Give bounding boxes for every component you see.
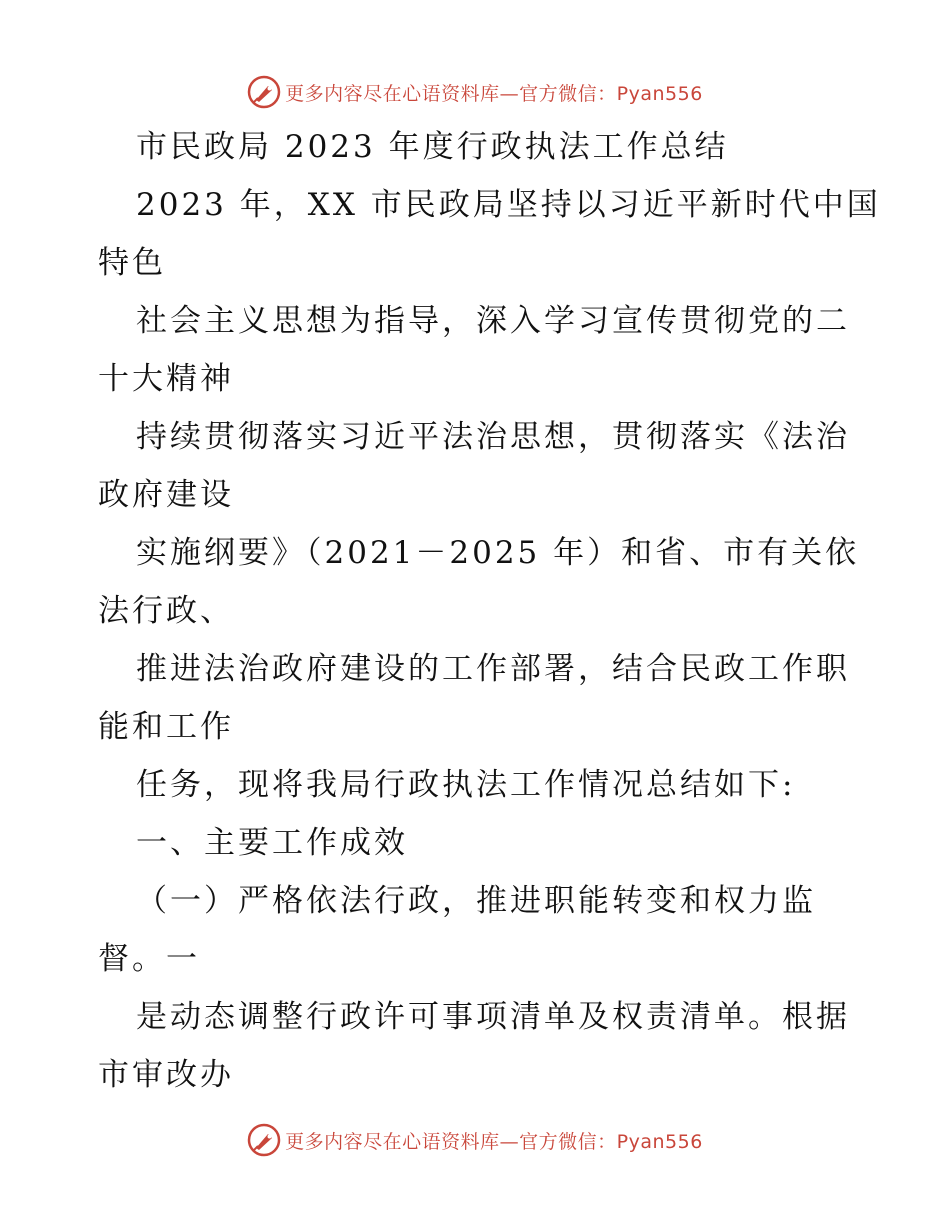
document-body <box>98 118 881 1104</box>
paragraph-line: 任务，现将我局行政执法工作情况总结如下: <box>136 767 796 803</box>
paragraph-line: 法行政、 <box>98 593 234 629</box>
document-title: 市民政局 2023 年度行政执法工作总结 <box>136 129 729 165</box>
paragraph-line: 2023 年，XX 市民政局坚持以习近平新时代中国 <box>136 187 881 223</box>
footer-banner <box>0 1118 950 1162</box>
banner-title: 更多内容尽在心语资料库 <box>285 82 500 105</box>
paragraph-line: 持续贯彻落实习近平法治思想，贯彻落实《法治 <box>136 419 850 455</box>
paragraph-line: 是动态调整行政许可事项清单及权责清单。根据 <box>136 999 850 1035</box>
banner-wechat: 官方微信：Pyan556 <box>519 1130 703 1153</box>
banner-wechat: 官方微信：Pyan556 <box>519 82 703 105</box>
paragraph-line: 政府建设 <box>98 477 234 513</box>
banner-separator: — <box>499 1130 520 1153</box>
paragraph-line: 十大精神 <box>98 361 234 397</box>
paragraph-line: 督。一 <box>98 941 200 977</box>
banner-separator: — <box>499 82 520 105</box>
banner-title: 更多内容尽在心语资料库 <box>285 1130 500 1153</box>
paragraph-line: 实施纲要》（2021－2025 年）和省、市有关依 <box>136 535 860 571</box>
paragraph-line: 能和工作 <box>98 709 234 745</box>
paragraph-line: 推进法治政府建设的工作部署，结合民政工作职 <box>136 651 850 687</box>
paragraph-line: 特色 <box>98 245 166 281</box>
header-banner <box>0 70 950 114</box>
section-heading: 一、主要工作成效 <box>136 825 408 861</box>
pen-nib-icon <box>247 75 281 109</box>
paragraph-line: 市审改办 <box>98 1057 234 1093</box>
paragraph-line: 社会主义思想为指导，深入学习宣传贯彻党的二 <box>136 303 850 339</box>
pen-nib-icon <box>247 1123 281 1157</box>
subsection-heading: （一）严格依法行政，推进职能转变和权力监 <box>136 883 816 919</box>
